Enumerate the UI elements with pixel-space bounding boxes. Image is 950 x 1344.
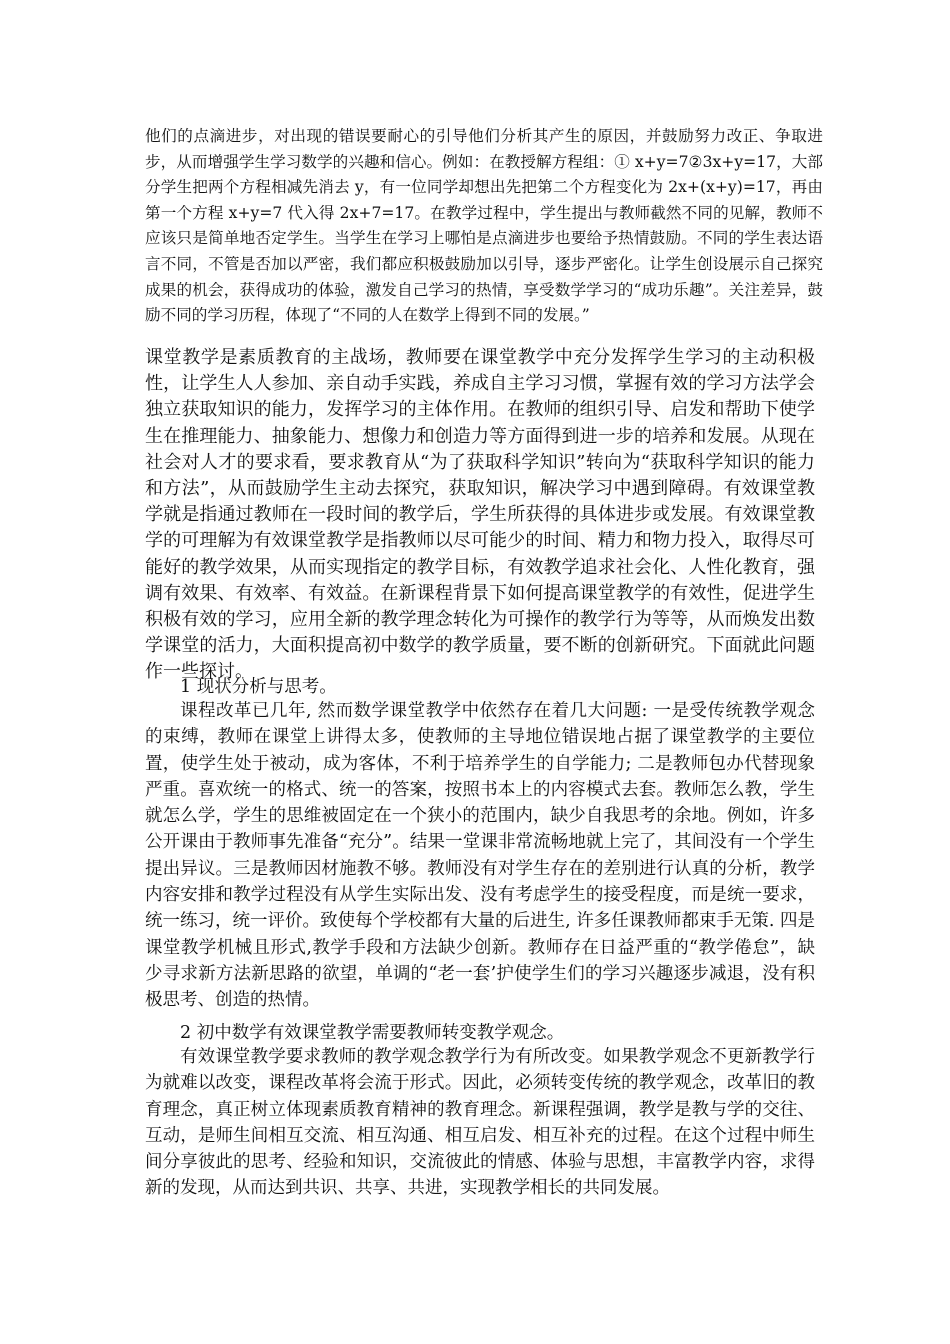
section-heading-1: 1 现状分析与思考。 — [180, 677, 337, 697]
paragraph-encouragement: 他们的点滴进步，对出现的错误要耐心的引导他们分析其产生的原因，并鼓励努力改正、争取进步，从而增强学生学习数学的兴趣和信心。例如：在教授解方程组：① x+y=7②3x+y=17，大部分学生把两个方程相减先消去 y，有一位同学却想出先把第二个方程变化为 2x+(x+y)=17，再由第一个方程 x+y=7 代入得 2x+7=17。在教学过程中，学生提出与教师截然不同的见解，教师不应该只是简单地否定学生。当学生在学习上哪怕是点滴进步也要给予热情鼓励。不同的学生表达语言不同，不管是否加以严密，我们都应积极鼓励加以引导，逐步严密化。让学生创设展示自己探究成果的机会，获得成功的体验，激发自己学习的热情，享受数学学习的“成功乐趣”。关注差异，鼓励不同的学习历程，体现了“不同的人在数学上得到不同的发展。” — [145, 127, 823, 325]
paragraph-current-analysis: 课程改革已几年, 然而数学课堂教学中依然存在着几大问题: 一是受传统教学观念的束缚，教师在课堂上讲得太多，使教师的主导地位错误地占据了课堂教学的主要位置，使学生处于被动，成为客体，不利于培养学生的自学能力; 二是教师包办代替现象严重。喜欢统一的格式、统一的答案，按照书本上的内容模式去套。教师怎么教，学生就怎么学，学生的思维被固定在一个狭小的范围内，缺少自我思考的余地。例如，许多公开课由于教师事先准备“充分”。结果一堂课非常流畅地就上完了，其间没有一个学生提出异议。三是教师因材施教不够。教师没有对学生存在的差别进行认真的分析，教学内容安排和教学过程没有从学生实际出发、没有考虑学生的接受程度，而是统一要求，统一练习，统一评价。致使每个学校都有大量的后进生, 许多任课教师都束手无策. 四是课堂教学机械且形式,教学手段和方法缺少创新。教师存在日益严重的“教学倦怠”，缺少寻求新方法新思路的欲望，单调的“老一套’护使学生们的学习兴趣逐步减退，没有积极思考、创造的热情。 — [145, 701, 815, 1011]
paragraph-teaching-concepts: 有效课堂教学要求教师的教学观念教学行为有所改变。如果教学观念不更新教学行为就难以改变，课程改革将会流于形式。因此，必须转变传统的教学观念，改革旧的教育理念，真正树立体现素质教育精神的教育理念。新课程强调，教学是教与学的交往、互动，是师生间相互交流、相互沟通、相互启发、相互补充的过程。在这个过程中师生间分享彼此的思考、经验和知识，交流彼此的情感、体验与思想，丰富教学内容，求得新的发现，从而达到共识、共享、共进，实现教学相长的共同发展。 — [145, 1047, 815, 1199]
paragraph-classroom-teaching: 课堂教学是素质教育的主战场，教师要在课堂教学中充分发挥学生学习的主动积极性，让学生人人参加、亲自动手实践，养成自主学习习惯，掌握有效的学习方法学会独立获取知识的能力，发挥学习的主体作用。在教师的组织引导、启发和帮助下使学生在推理能力、抽象能力、想像力和创造力等方面得到进一步的培养和发展。从现在社会对人才的要求看，要求教育从“为了获取科学知识”转向为“获取科学知识的能力和方法”，从而鼓励学生主动去探究，获取知识，解决学习中遇到障碍。有效课堂教学就是指通过教师在一段时间的教学后，学生所获得的具体进步或发展。有效课堂教学的可理解为有效课堂教学是指教师以尽可能少的时间、精力和物力投入，取得尽可能好的教学效果，从而实现指定的教学目标，有效教学追求社会化、人性化教育，强调有效果、有效率、有效益。在新课程背景下如何提高课堂教学的有效性，促进学生积极有效的学习，应用全新的教学理念转化为可操作的教学行为等等，从而焕发出数学课堂的活力，大面积提高初中数学的教学质量，要不断的创新研究。下面就此问题作一些探讨。 — [145, 347, 815, 683]
section-heading-2: 2 初中数学有效课堂教学需要教师转变教学观念。 — [180, 1023, 565, 1043]
